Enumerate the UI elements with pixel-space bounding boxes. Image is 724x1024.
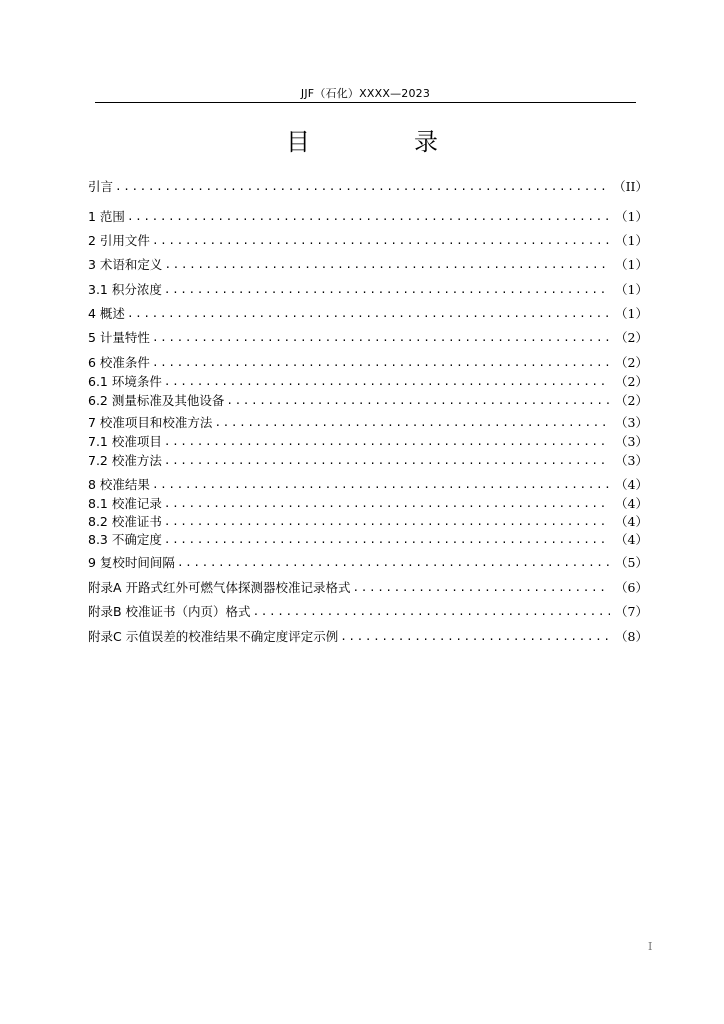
toc-entry-page: （1） [615, 209, 648, 224]
dot-leader [164, 514, 610, 530]
toc-entry-page: （4） [615, 496, 648, 511]
toc-entry-environment[interactable] [88, 374, 648, 390]
dot-leader [127, 306, 610, 322]
dot-leader [164, 453, 610, 469]
toc-entry-page: （1） [615, 306, 648, 321]
toc-entry-label: 8 校准结果 [88, 477, 150, 492]
dot-leader [164, 374, 610, 390]
toc-entry-recalibration-interval[interactable] [88, 555, 648, 571]
table-of-contents [88, 0, 648, 1024]
toc-entry-scope[interactable] [88, 209, 648, 225]
dot-leader [164, 532, 610, 548]
toc-entry-calibration-certificate[interactable] [88, 514, 648, 530]
toc-entry-page: （2） [615, 355, 648, 370]
toc-entry-label: 8.2 校准证书 [88, 514, 162, 529]
toc-entry-page: （3） [615, 415, 648, 430]
toc-entry-calibration-results[interactable] [88, 477, 648, 493]
toc-entry-page: （1） [615, 257, 648, 272]
toc-entry-label: 9 复校时间间隔 [88, 555, 175, 570]
dot-leader [152, 233, 610, 249]
toc-entry-label: 6.1 环境条件 [88, 374, 162, 389]
toc-entry-references[interactable] [88, 233, 648, 249]
toc-entry-label: 8.3 不确定度 [88, 532, 162, 547]
toc-entry-overview[interactable] [88, 306, 648, 322]
toc-entry-label: 1 范围 [88, 209, 125, 224]
toc-entry-page: （4） [615, 532, 648, 547]
dot-leader [177, 555, 610, 571]
toc-entry-label: 7.1 校准项目 [88, 434, 162, 449]
standard-code: JJF（石化）XXXX—2023 [300, 87, 431, 100]
toc-entry-label: 3.1 积分浓度 [88, 282, 162, 297]
dot-leader [127, 209, 610, 225]
dot-leader [164, 496, 610, 512]
toc-entry-integral-concentration[interactable] [88, 282, 648, 298]
dot-leader [253, 604, 610, 620]
toc-entry-label: 5 计量特性 [88, 330, 150, 345]
toc-entry-uncertainty[interactable] [88, 532, 648, 548]
dot-leader [152, 330, 610, 346]
toc-entry-page: （3） [615, 453, 648, 468]
toc-entry-appendix-b[interactable] [88, 604, 648, 620]
toc-entry-appendix-c[interactable] [88, 629, 648, 645]
toc-entry-label: 引言 [88, 179, 114, 194]
toc-entry-calibration-record[interactable] [88, 496, 648, 512]
dot-leader [115, 179, 609, 195]
toc-entry-page: （7） [615, 604, 648, 619]
toc-entry-label: 8.1 校准记录 [88, 496, 162, 511]
toc-entry-page: （3） [615, 434, 648, 449]
toc-entry-label: 2 引用文件 [88, 233, 150, 248]
toc-entry-label: 4 概述 [88, 306, 125, 321]
toc-entry-page: （8） [615, 629, 648, 644]
toc-entry-label: 6.2 测量标准及其他设备 [88, 393, 225, 408]
dot-leader [226, 393, 610, 409]
toc-entry-page: （1） [615, 233, 648, 248]
toc-entry-label: 附录B 校准证书（内页）格式 [88, 604, 251, 619]
page-number: I [648, 940, 653, 953]
dot-leader [353, 580, 610, 596]
toc-entry-label: 6 校准条件 [88, 355, 150, 370]
dot-leader [214, 415, 610, 431]
dot-leader [340, 629, 610, 645]
toc-entry-page: （2） [615, 330, 648, 345]
toc-entry-label: 7 校准项目和校准方法 [88, 415, 213, 430]
toc-entry-calibration-conditions[interactable] [88, 355, 648, 371]
toc-entry-page: （2） [615, 393, 648, 408]
toc-entry-page: （II） [613, 179, 648, 194]
dot-leader [152, 477, 610, 493]
dot-leader [164, 282, 610, 298]
toc-entry-foreword[interactable] [88, 179, 648, 195]
toc-entry-page: （5） [615, 555, 648, 570]
toc-entry-items-and-methods[interactable] [88, 415, 648, 431]
toc-entry-label: 附录C 示值误差的校准结果不确定度评定示例 [88, 629, 339, 644]
toc-entry-calibration-methods[interactable] [88, 453, 648, 469]
page-title: 目 录 [286, 128, 478, 156]
toc-entry-page: （2） [615, 374, 648, 389]
toc-entry-page: （1） [615, 282, 648, 297]
toc-entry-page: （4） [615, 514, 648, 529]
toc-entry-standards-equipment[interactable] [88, 393, 648, 409]
toc-entry-metrological-characteristics[interactable] [88, 330, 648, 346]
toc-entry-label: 7.2 校准方法 [88, 453, 162, 468]
dot-leader [164, 434, 610, 450]
toc-entry-label: 附录A 开路式红外可燃气体探测器校准记录格式 [88, 580, 351, 595]
toc-entry-page: （6） [615, 580, 648, 595]
toc-entry-appendix-a[interactable] [88, 580, 648, 596]
dot-leader [164, 257, 610, 273]
toc-entry-page: （4） [615, 477, 648, 492]
dot-leader [152, 355, 610, 371]
toc-entry-label: 3 术语和定义 [88, 257, 163, 272]
toc-entry-calibration-items[interactable] [88, 434, 648, 450]
toc-entry-terms[interactable] [88, 257, 648, 273]
